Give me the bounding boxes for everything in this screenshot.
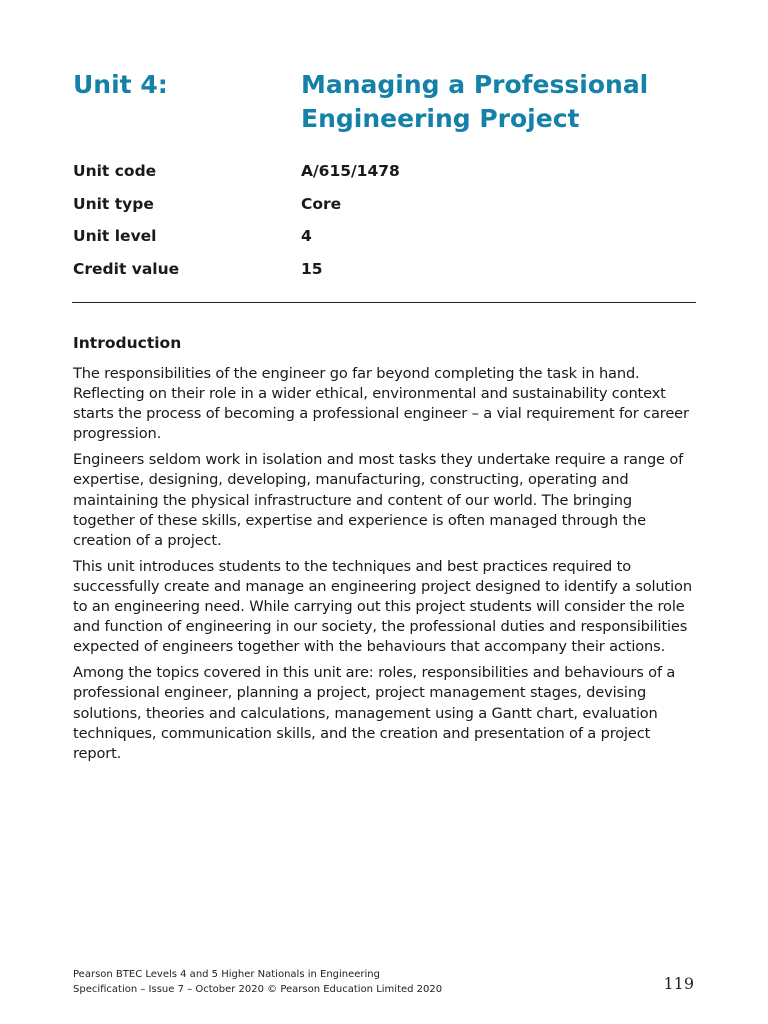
introduction-paragraph: Among the topics covered in this unit are: roles, responsibilities and behaviours of a professional engineer, planning a project, project management stages, devising solutions, theories and calculations, management using a Gantt chart, evaluation techniques, communication skills, and the creation and presentation of a project report.: [73, 664, 676, 762]
unit-detail-value: 4: [301, 227, 312, 246]
introduction-paragraph: The responsibilities of the engineer go far beyond completing the task in hand. Reflecting on their role in a wider ethical, environmental and sustainability context starts the process of becoming a professional engineer – a vial requirement for career progression.: [73, 365, 689, 443]
unit-detail-value: 15: [301, 260, 323, 279]
unit-title: Managing a Professional Engineering Project: [301, 70, 649, 133]
footer-line: Pearson BTEC Levels 4 and 5 Higher Nationals in Engineering: [73, 969, 380, 980]
unit-detail-label: Unit type: [73, 194, 154, 213]
unit-detail-row: [73, 193, 693, 226]
unit-detail-value: Core: [301, 194, 342, 213]
unit-detail-row: [73, 258, 693, 291]
introduction-heading: Introduction: [73, 334, 182, 352]
unit-number: Unit 4:: [73, 70, 168, 99]
unit-details-table: [73, 160, 693, 291]
unit-detail-label: Unit code: [73, 162, 157, 180]
introduction-paragraph: Engineers seldom work in isolation and most tasks they undertake require a range of expertise, designing, developing, manufacturing, constructing, operating and maintaining the physical infrastructure and content of our world. The bringing together of these skills, expertise and experience is often managed through the creation of a project.: [73, 451, 684, 549]
unit-detail-row: [73, 160, 693, 193]
page-footer: [73, 967, 442, 997]
unit-detail-label: Credit value: [73, 260, 180, 279]
unit-detail-row: [73, 225, 693, 258]
footer-line: Specification – Issue 7 – October 2020 © Pearson Education Limited 2020: [73, 984, 443, 995]
page-number: 119: [663, 974, 694, 993]
unit-detail-value: A/615/1478: [301, 162, 400, 180]
section-divider: [72, 302, 696, 303]
introduction-body: [73, 364, 698, 770]
introduction-paragraph: This unit introduces students to the techniques and best practices required to successfully create and manage an engineering project designed to identify a solution to an engineering need. While carrying out this project students will consider the role and function of engineering in our society, the professional duties and responsibilities expected of engineers together with the behaviours that accompany their actions.: [73, 557, 692, 656]
unit-detail-label: Unit level: [73, 227, 157, 246]
